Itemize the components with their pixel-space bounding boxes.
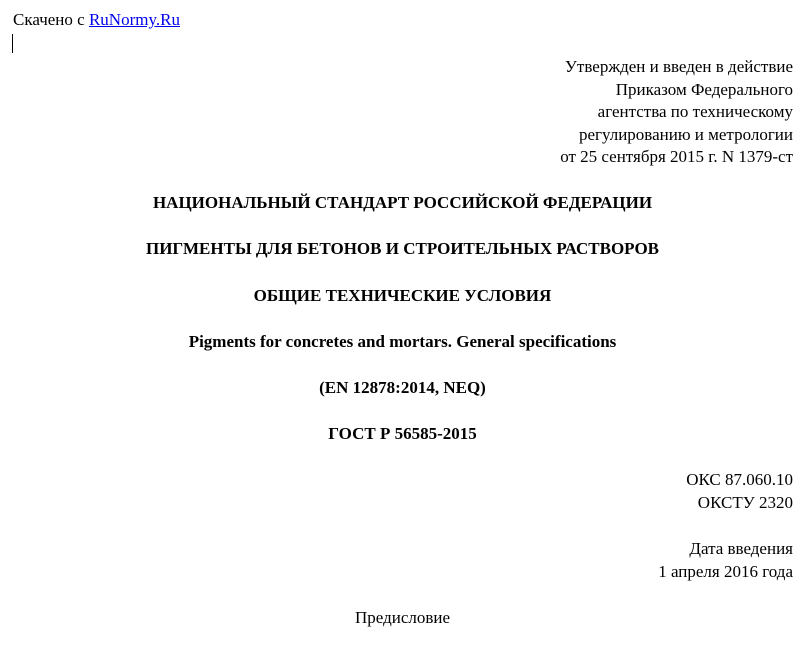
approval-line: от 25 сентября 2015 г. N 1379-ст xyxy=(560,147,793,166)
classification-codes xyxy=(686,469,793,514)
introduction-date-value: 1 апреля 2016 года xyxy=(658,561,793,581)
en-reference: (EN 12878:2014, NEQ) xyxy=(319,378,486,397)
okstu-code: ОКСТУ 2320 xyxy=(697,492,793,512)
introduction-date-block xyxy=(658,538,793,583)
national-standard-title: НАЦИОНАЛЬНЫЙ СТАНДАРТ РОССИЙСКОЙ ФЕДЕРАЦИИ xyxy=(152,193,653,212)
downloaded-from-line xyxy=(13,9,180,31)
gost-number: ГОСТ Р 56585-2015 xyxy=(328,424,477,443)
approval-line: агентства по техническому xyxy=(597,102,793,121)
approval-line: регулированию и метрологии xyxy=(578,124,793,144)
downloaded-prefix: Скачено с xyxy=(13,10,89,29)
preface-heading: Предисловие xyxy=(354,608,451,627)
document-subject-title: ПИГМЕНТЫ ДЛЯ БЕТОНОВ И СТРОИТЕЛЬНЫХ РАСТВОРОВ xyxy=(145,239,660,258)
text-cursor xyxy=(12,34,13,53)
approval-line: Приказом Федерального xyxy=(615,79,793,99)
introduction-date-label: Дата введения xyxy=(689,539,793,558)
approval-block xyxy=(560,56,793,169)
oks-code: ОКС 87.060.10 xyxy=(686,470,793,489)
english-title: Pigments for concretes and mortars. General specifications xyxy=(188,332,617,351)
general-conditions-title: ОБЩИЕ ТЕХНИЧЕСКИЕ УСЛОВИЯ xyxy=(253,286,552,305)
runormy-link[interactable]: RuNormy.Ru xyxy=(88,10,180,29)
approval-line: Утвержден и введен в действие xyxy=(564,57,793,76)
